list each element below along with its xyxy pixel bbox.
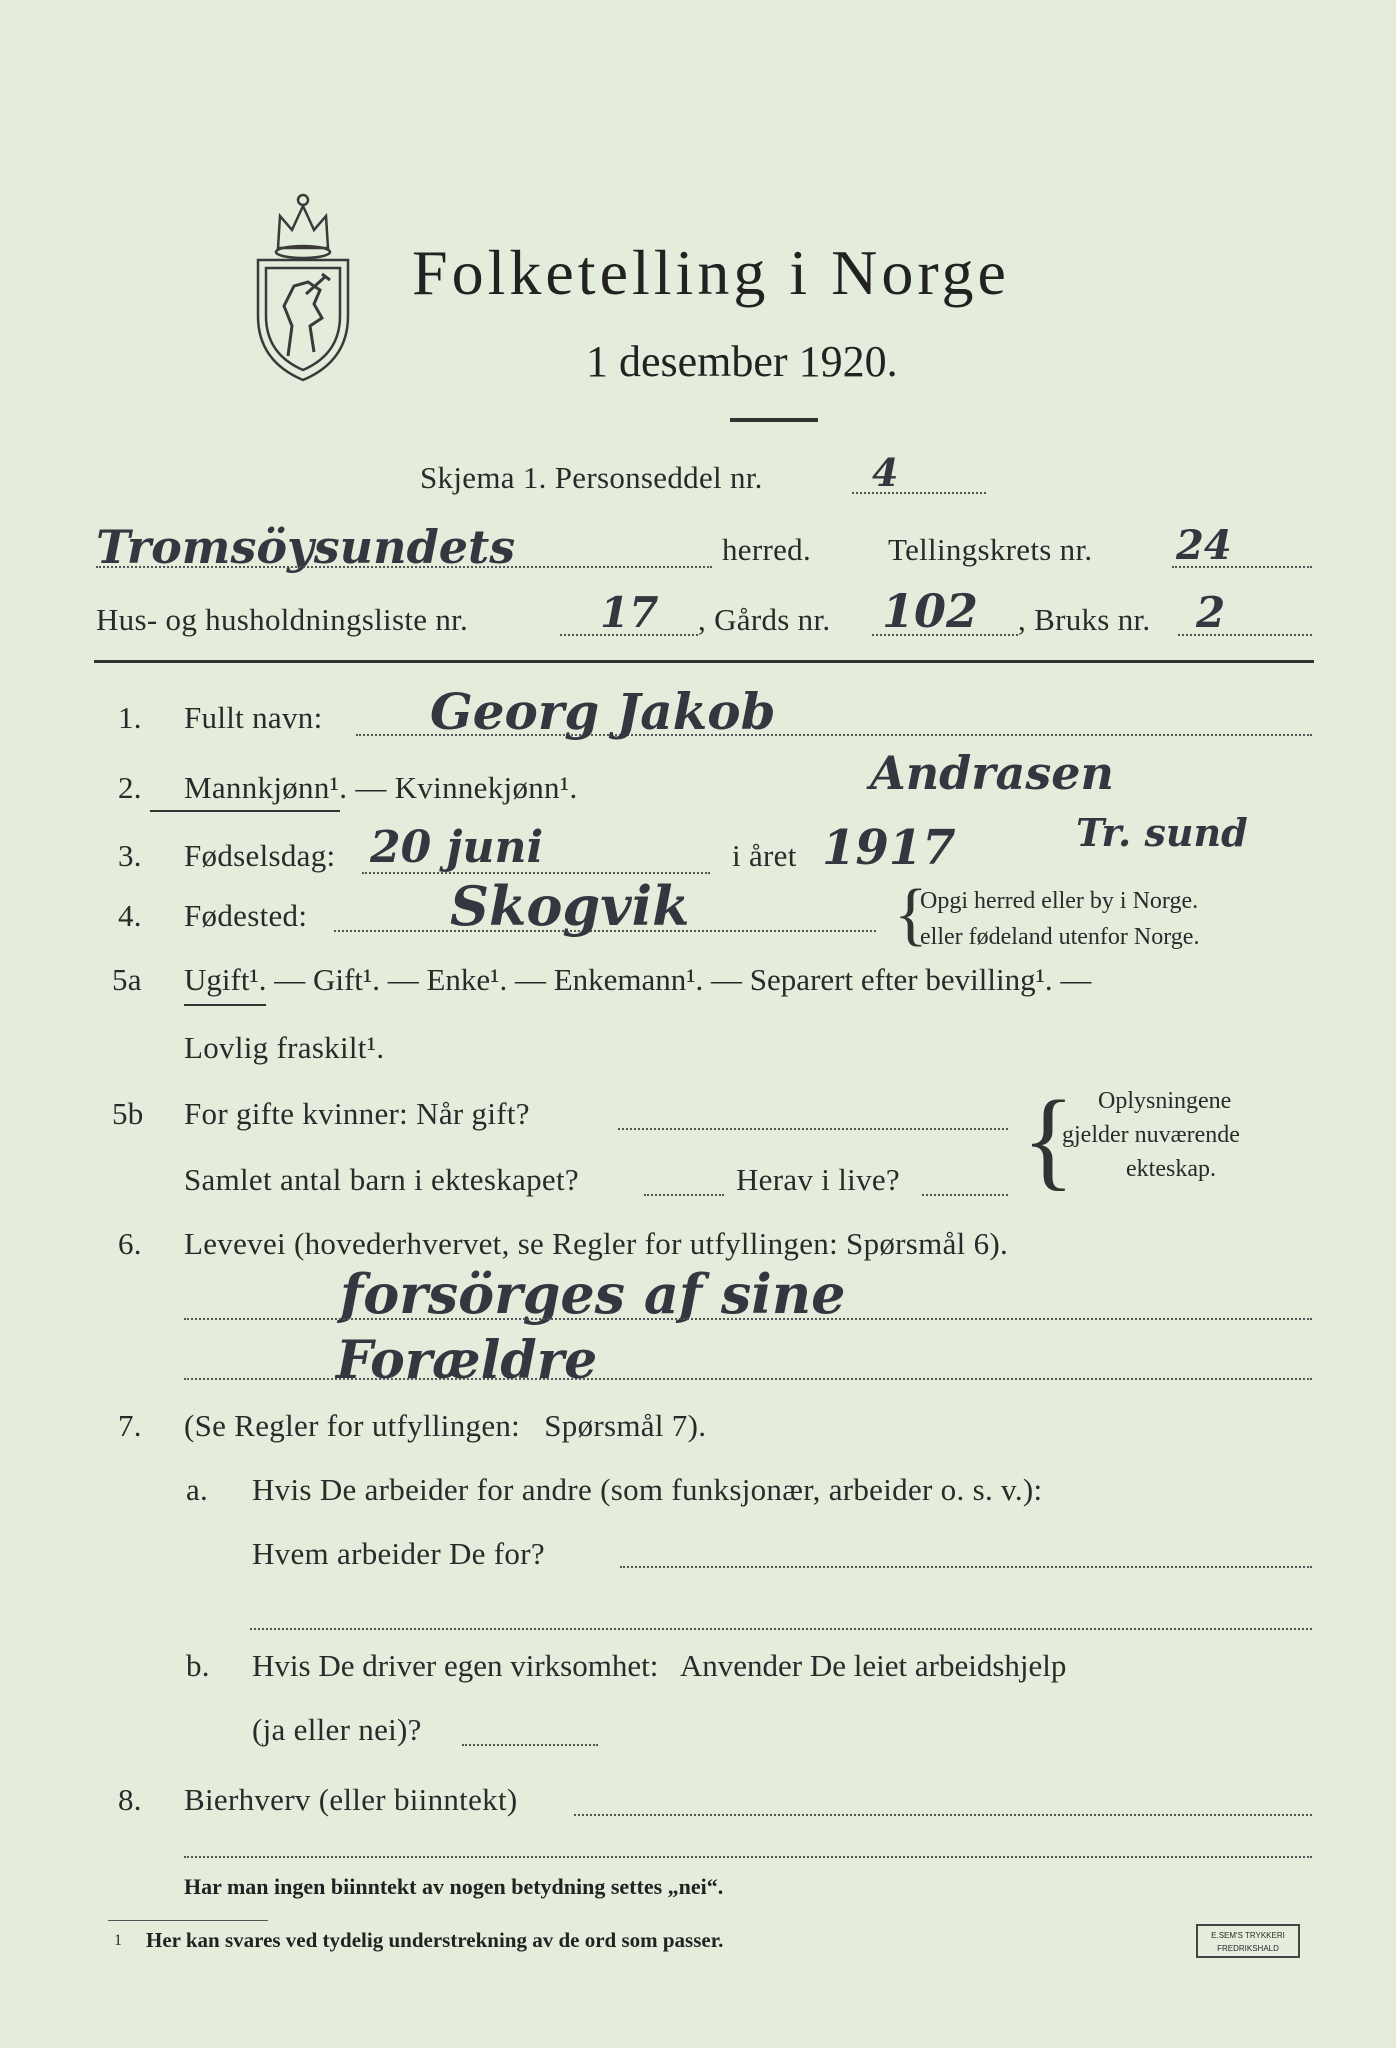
q4-label: Fødested: (184, 898, 308, 933)
q5b-live-line (922, 1194, 1008, 1196)
q2-number: 2. (118, 770, 142, 805)
q5b-barn-line (644, 1194, 724, 1196)
q7a-label: Hvis De arbeider for andre (som funksjonær, arbeider o. s. v.): (252, 1472, 1043, 1507)
q2-label: Mannkjønn¹. — Kvinnekjønn¹. (184, 770, 578, 805)
footnote-text: Her kan svares ved tydelig understrekning av de ord som passer. (146, 1928, 724, 1952)
q6-label: Levevei (hovederhvervet, se Regler for utfyllingen: Spørsmål 6). (184, 1226, 1009, 1261)
gards-value[interactable]: 102 (882, 584, 979, 638)
q1-number: 1. (118, 700, 142, 735)
norway-coat-of-arms-icon (248, 186, 358, 386)
q4-value[interactable]: Skogvik (450, 874, 690, 938)
skjema-label: Skjema 1. Personseddel nr. (420, 460, 763, 495)
q5a-label: Ugift¹. — Gift¹. — Enke¹. — Enkemann¹. — Separert efter bevilling¹. — (184, 962, 1092, 997)
q6-number: 6. (118, 1226, 142, 1261)
q6-line2 (184, 1378, 1312, 1380)
q8-note: Har man ingen biinntekt av nogen betydning settes „nei“. (184, 1874, 724, 1899)
hus-value[interactable]: 17 (600, 588, 659, 637)
skjema-nr-value[interactable]: 4 (872, 450, 899, 495)
q3-extra[interactable]: Tr. sund (1076, 810, 1248, 855)
q5a-label-line2: Lovlig fraskilt¹. (184, 1030, 385, 1065)
q6-value-line2[interactable]: Forældre (336, 1330, 598, 1391)
q1-label: Fullt navn: (184, 700, 323, 735)
q7a-label-line2: Hvem arbeider De for? (252, 1536, 545, 1571)
printer-stamp (1196, 1924, 1300, 1958)
title-rule (730, 418, 818, 422)
q6-value-line1[interactable]: forsörges af sine (340, 1262, 846, 1326)
q7a-line1 (620, 1566, 1312, 1568)
q3-label: Fødselsdag: (184, 838, 336, 873)
q8-number: 8. (118, 1782, 142, 1817)
q3-number: 3. (118, 838, 142, 873)
tellingskrets-label: Tellingskrets nr. (888, 532, 1093, 567)
q8-label: Bierhverv (eller biinntekt) (184, 1782, 518, 1817)
q7b-label: Hvis De driver egen virksomhet: Anvender De leiet arbeidshjelp (252, 1648, 1067, 1683)
q4-number: 4. (118, 898, 142, 933)
q5b-note-line1: Oplysningene (1098, 1088, 1232, 1114)
q6-line1 (184, 1318, 1312, 1320)
hus-label: Hus- og husholdningsliste nr. (96, 602, 469, 637)
q7b-label-line2: (ja eller nei)? (252, 1712, 422, 1747)
q1-value[interactable]: Georg Jakob (430, 682, 776, 741)
q5a-number: 5a (112, 962, 142, 997)
q4-note-line1: Opgi herred eller by i Norge. (920, 888, 1199, 914)
footnote-mark: 1 (114, 1932, 122, 1949)
q5b-label-line3: Herav i live? (736, 1162, 900, 1197)
printer-stamp-line2: FREDRIKSHALD (1217, 1944, 1279, 1953)
q2-underline-mannkjonn (150, 810, 340, 812)
q7a-number: a. (186, 1472, 209, 1507)
q5b-nar-gift-line (618, 1128, 1008, 1130)
header-divider (94, 660, 1314, 663)
printer-stamp-line1: E.SEM'S TRYKKERI (1211, 1931, 1285, 1940)
q3-value[interactable]: 20 juni (370, 822, 544, 873)
q3-year-value[interactable]: 1917 (822, 820, 956, 876)
q4-note-line2: eller fødeland utenfor Norge. (920, 924, 1200, 950)
q8-line2 (184, 1856, 1312, 1858)
form-title: Folketelling i Norge (412, 237, 1010, 308)
q5a-underline-ugift (184, 1004, 266, 1006)
bruks-label: , Bruks nr. (1018, 602, 1151, 637)
q5b-brace: { (1022, 1078, 1075, 1200)
herred-line (96, 566, 712, 568)
tellingskrets-value[interactable]: 24 (1176, 522, 1232, 569)
herred-label: herred. (722, 532, 812, 567)
q7b-line (462, 1744, 598, 1746)
q7b-number: b. (186, 1648, 210, 1683)
q8-line1 (574, 1814, 1312, 1816)
q7-number: 7. (118, 1408, 142, 1443)
q7-label: (Se Regler for utfyllingen: Spørsmål 7). (184, 1408, 707, 1443)
q5b-note-line2: gjelder nuværende (1062, 1122, 1240, 1148)
q7a-line2 (250, 1628, 1312, 1630)
q5b-number: 5b (112, 1096, 144, 1131)
q5b-label-line2: Samlet antal barn i ekteskapet? (184, 1162, 579, 1197)
q4-brace: { (894, 876, 928, 953)
q5b-note-line3: ekteskap. (1126, 1156, 1216, 1182)
footnote-rule (108, 1920, 268, 1921)
gards-label: , Gårds nr. (698, 602, 831, 637)
q1-surname[interactable]: Andrasen (870, 746, 1114, 800)
q3-year-label: i året (732, 838, 797, 873)
form-date: 1 desember 1920. (586, 337, 898, 386)
bruks-value[interactable]: 2 (1196, 588, 1226, 637)
herred-value[interactable]: Tromsöysundets (96, 520, 516, 574)
q5b-label: For gifte kvinner: Når gift? (184, 1096, 530, 1131)
